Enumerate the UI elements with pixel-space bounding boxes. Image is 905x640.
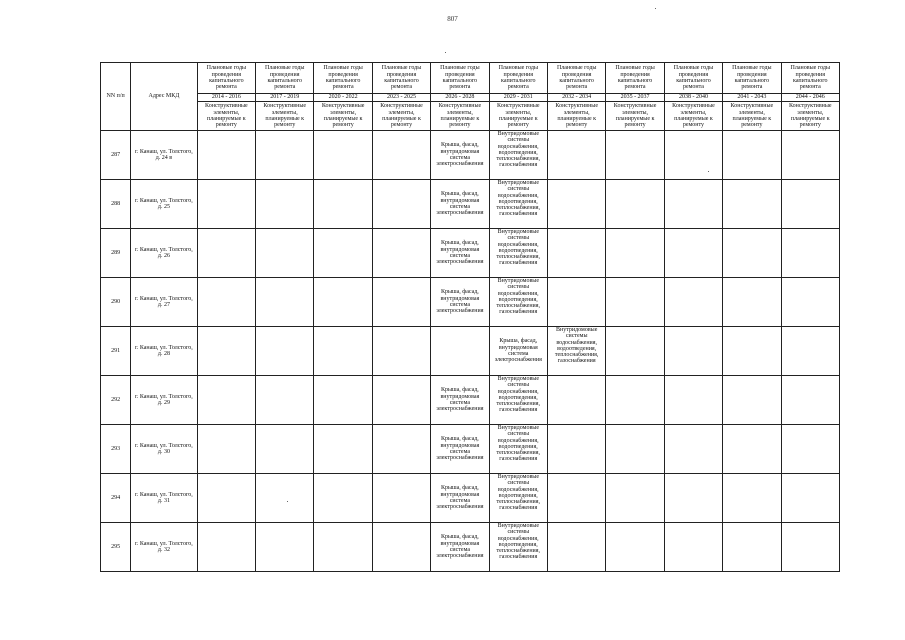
row-address: г. Канаш, ул. Толстого, д. 27 [131,278,197,327]
header-planned-years: Плановые годы проведения капитального ремонта [314,63,372,94]
header-structural-elements: Конструктивные элементы, планируемые к ремонту [431,102,489,131]
period-header: 2020 - 2022 [314,94,372,102]
scan-speck [287,501,288,502]
header-planned-years: Плановые годы проведения капитального ремонта [431,63,489,94]
table-row [101,523,840,572]
table-row [101,425,840,474]
capital-repair-table [100,62,840,572]
period-header: 2014 - 2016 [197,94,255,102]
work-cell: Внутридомовые системы водоснабжения, водоотведения, теплоснабжения, газоснабжения [489,180,547,229]
work-cell: Внутридомовые системы водоснабжения, водоотведения, теплоснабжения, газоснабжения [489,278,547,327]
row-number: 291 [101,327,131,376]
work-cell: Внутридомовые системы водоснабжения, водоотведения, теплоснабжения, газоснабжения [489,425,547,474]
header-planned-years: Плановые годы проведения капитального ремонта [256,63,314,94]
page-number: 807 [447,15,458,23]
period-header: 2038 - 2040 [664,94,722,102]
period-header: 2035 - 2037 [606,94,664,102]
header-structural-elements: Конструктивные элементы, планируемые к ремонту [781,102,839,131]
work-cell: Внутридомовые системы водоснабжения, водоотведения, теплоснабжения, газоснабжения [547,327,605,376]
table-row [101,474,840,523]
header-structural-elements: Конструктивные элементы, планируемые к ремонту [723,102,781,131]
header-planned-years: Плановые годы проведения капитального ремонта [606,63,664,94]
header-planned-years: Плановые годы проведения капитального ремонта [664,63,722,94]
work-cell: Крыша, фасад, внутридомовая система электроснабжения [431,131,489,180]
row-address: г. Канаш, ул. Толстого, д. 31 [131,474,197,523]
table-row [101,229,840,278]
table-row [101,327,840,376]
header-structural-elements: Конструктивные элементы, планируемые к ремонту [489,102,547,131]
row-address: г. Канаш, ул. Толстого, д. 32 [131,523,197,572]
header-structural-elements: Конструктивные элементы, планируемые к ремонту [256,102,314,131]
work-cell: Крыша, фасад, внутридомовая система электроснабжения [431,180,489,229]
scan-speck [655,8,656,9]
work-cell: Внутридомовые системы водоснабжения, водоотведения, теплоснабжения, газоснабжения [489,474,547,523]
row-number: 292 [101,376,131,425]
header-planned-years: Плановые годы проведения капитального ремонта [547,63,605,94]
header-address: Адрес МКД [131,63,197,131]
header-structural-elements: Конструктивные элементы, планируемые к ремонту [314,102,372,131]
work-cell: Внутридомовые системы водоснабжения, водоотведения, теплоснабжения, газоснабжения [489,523,547,572]
work-cell: Крыша, фасад, внутридомовая система электроснабжения [489,327,547,376]
period-header: 2041 - 2043 [723,94,781,102]
work-cell: Крыша, фасад, внутридомовая система электроснабжения [431,425,489,474]
header-structural-elements: Конструктивные элементы, планируемые к ремонту [606,102,664,131]
row-number: 290 [101,278,131,327]
row-number: 287 [101,131,131,180]
header-planned-years: Плановые годы проведения капитального ремонта [372,63,430,94]
header-structural-elements: Конструктивные элементы, планируемые к ремонту [547,102,605,131]
table-row [101,278,840,327]
work-cell: Внутридомовые системы водоснабжения, водоотведения, теплоснабжения, газоснабжения [489,376,547,425]
period-header: 2044 - 2046 [781,94,839,102]
work-cell: Крыша, фасад, внутридомовая система электроснабжения [431,523,489,572]
header-planned-years: Плановые годы проведения капитального ремонта [781,63,839,94]
period-header: 2017 - 2019 [256,94,314,102]
work-cell: Крыша, фасад, внутридомовая система электроснабжения [431,474,489,523]
header-planned-years: Плановые годы проведения капитального ремонта [489,63,547,94]
table-row [101,131,840,180]
row-address: г. Канаш, ул. Толстого, д. 26 [131,229,197,278]
row-number: 295 [101,523,131,572]
row-address: г. Канаш, ул. Толстого, д. 25 [131,180,197,229]
row-number: 288 [101,180,131,229]
row-address: г. Канаш, ул. Толстого, д. 30 [131,425,197,474]
table-row [101,376,840,425]
header-structural-elements: Конструктивные элементы, планируемые к ремонту [664,102,722,131]
period-header: 2029 - 2031 [489,94,547,102]
header-structural-elements: Конструктивные элементы, планируемые к ремонту [197,102,255,131]
table-row [101,180,840,229]
period-header: 2032 - 2034 [547,94,605,102]
period-header: 2023 - 2025 [372,94,430,102]
row-number: 289 [101,229,131,278]
header-structural-elements: Конструктивные элементы, планируемые к ремонту [372,102,430,131]
period-header: 2026 - 2028 [431,94,489,102]
work-cell: Крыша, фасад, внутридомовая система электроснабжения [431,229,489,278]
header-planned-years: Плановые годы проведения капитального ремонта [723,63,781,94]
row-address: г. Канаш, ул. Толстого, д. 29 [131,376,197,425]
work-cell: Крыша, фасад, внутридомовая система электроснабжения [431,376,489,425]
header-planned-years: Плановые годы проведения капитального ремонта [197,63,255,94]
row-address: г. Канаш, ул. Толстого, д. 28 [131,327,197,376]
work-cell: Внутридомовые системы водоснабжения, водоотведения, теплоснабжения, газоснабжения [489,229,547,278]
row-number: 294 [101,474,131,523]
scan-speck [445,52,446,53]
work-cell: Крыша, фасад, внутридомовая система электроснабжения [431,278,489,327]
scan-speck [708,171,709,172]
row-address: г. Канаш, ул. Толстого, д. 24 в [131,131,197,180]
row-number: 293 [101,425,131,474]
work-cell: Внутридомовые системы водоснабжения, водоотведения, теплоснабжения, газоснабжения [489,131,547,180]
header-nn: NN п/п [101,63,131,131]
